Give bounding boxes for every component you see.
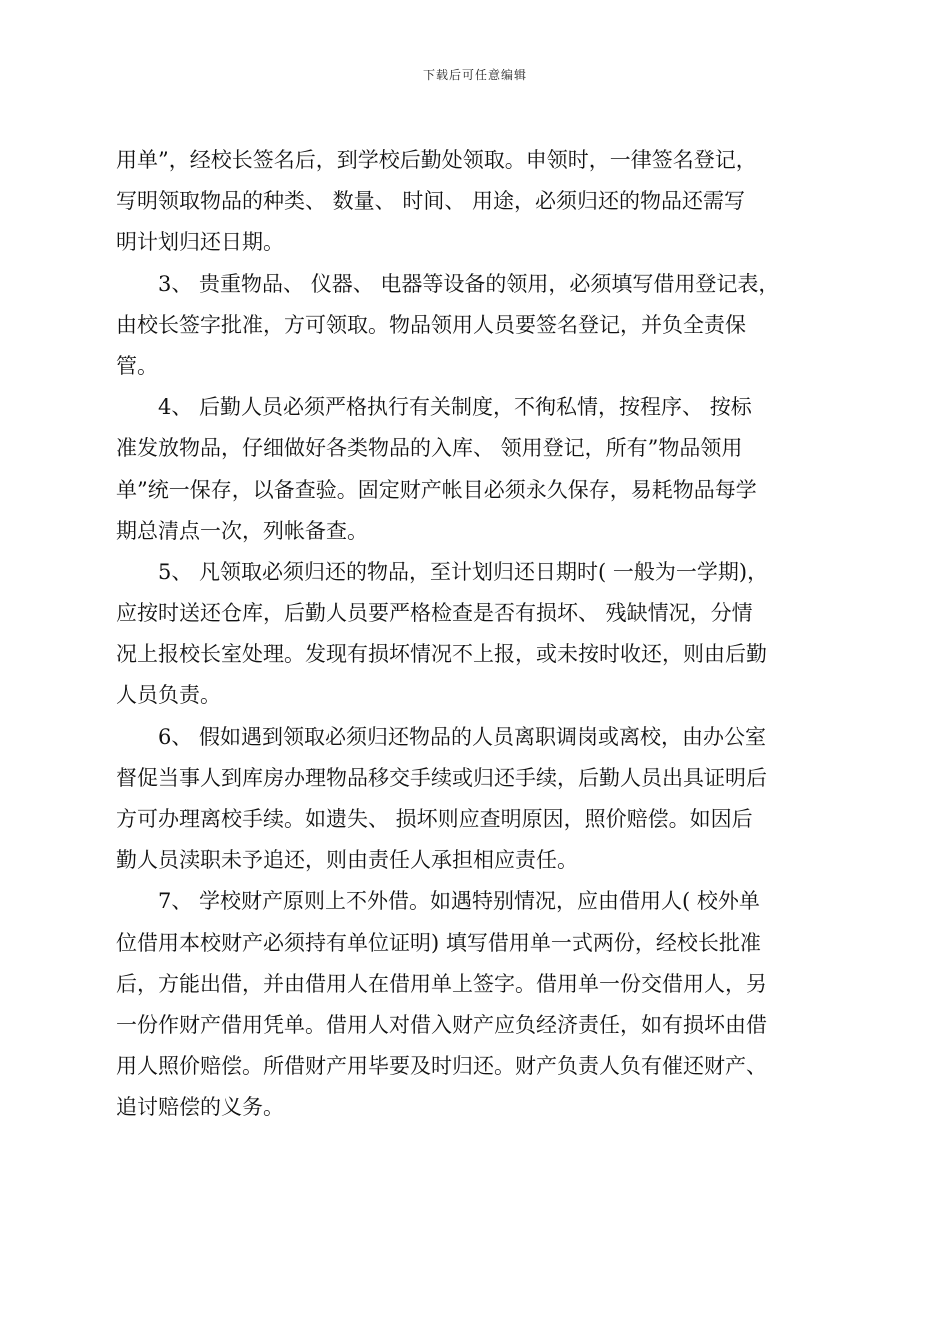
document-body bbox=[116, 140, 846, 1129]
text-line: 督促当事人到库房办理物品移交手续或归还手续，后勤人员出具证明后 bbox=[116, 765, 767, 790]
text-line: 写明领取物品的种类、 数量、 时间、 用途，必须归还的物品还需写 bbox=[116, 189, 746, 214]
text-line: 人员负责。 bbox=[116, 683, 221, 708]
text-line: 勤人员渎职未予追还，则由责任人承担相应责任。 bbox=[116, 848, 578, 873]
text-line: 应按时送还仓库，后勤人员要严格检查是否有损坏、 残缺情况，分情 bbox=[116, 601, 753, 626]
page-header-note: 下载后可任意编辑 bbox=[422, 68, 527, 82]
text-line: 追讨赔偿的义务。 bbox=[116, 1095, 284, 1120]
text-line: 后，方能出借，并由借用人在借用单上签字。借用单一份交借用人，另 bbox=[116, 971, 767, 996]
text-line: 准发放物品，仔细做好各类物品的入库、 领用登记，所有”物品领用 bbox=[116, 436, 743, 461]
text-line: 位借用本校财产必须持有单位证明) 填写借用单一式两份，经校长批准 bbox=[116, 930, 761, 955]
text-line: 管。 bbox=[116, 353, 158, 378]
text-line: 7、 学校财产原则上不外借。如遇特别情况，应由借用人( 校外单 bbox=[116, 889, 760, 914]
text-line: 期总清点一次，列帐备查。 bbox=[116, 518, 368, 543]
text-line: 5、 凡领取必须归还的物品，至计划归还日期时( 一般为一学期)， bbox=[116, 559, 769, 584]
text-line: 明计划归还日期。 bbox=[116, 230, 284, 255]
text-line: 单”统一保存，以备查验。固定财产帐目必须永久保存，易耗物品每学 bbox=[116, 477, 757, 502]
text-line: 方可办理离校手续。如遗失、 损坏则应查明原因，照价赔偿。如因后 bbox=[116, 807, 753, 831]
text-line: 用单”，经校长签名后，到学校后勤处领取。申领时，一律签名登记， bbox=[116, 148, 757, 172]
text-line: 一份作财产借用凭单。借用人对借入财产应负经济责任，如有损坏由借 bbox=[116, 1012, 767, 1037]
text-line: 由校长签字批准，方可领取。物品领用人员要签名登记，并负全责保 bbox=[116, 312, 746, 337]
text-line: 6、 假如遇到领取必须归还物品的人员离职调岗或离校，由办公室 bbox=[116, 724, 767, 749]
text-line: 4、 后勤人员必须严格执行有关制度，不徇私情，按程序、 按标 bbox=[116, 395, 752, 420]
text-line: 况上报校长室处理。发现有损坏情况不上报，或未按时收还，则由后勤 bbox=[116, 642, 767, 667]
text-line: 用人照价赔偿。所借财产用毕要及时归还。财产负责人负有催还财产、 bbox=[116, 1054, 767, 1079]
text-line: 3、 贵重物品、 仪器、 电器等设备的领用，必须填写借用登记表， bbox=[116, 271, 780, 296]
